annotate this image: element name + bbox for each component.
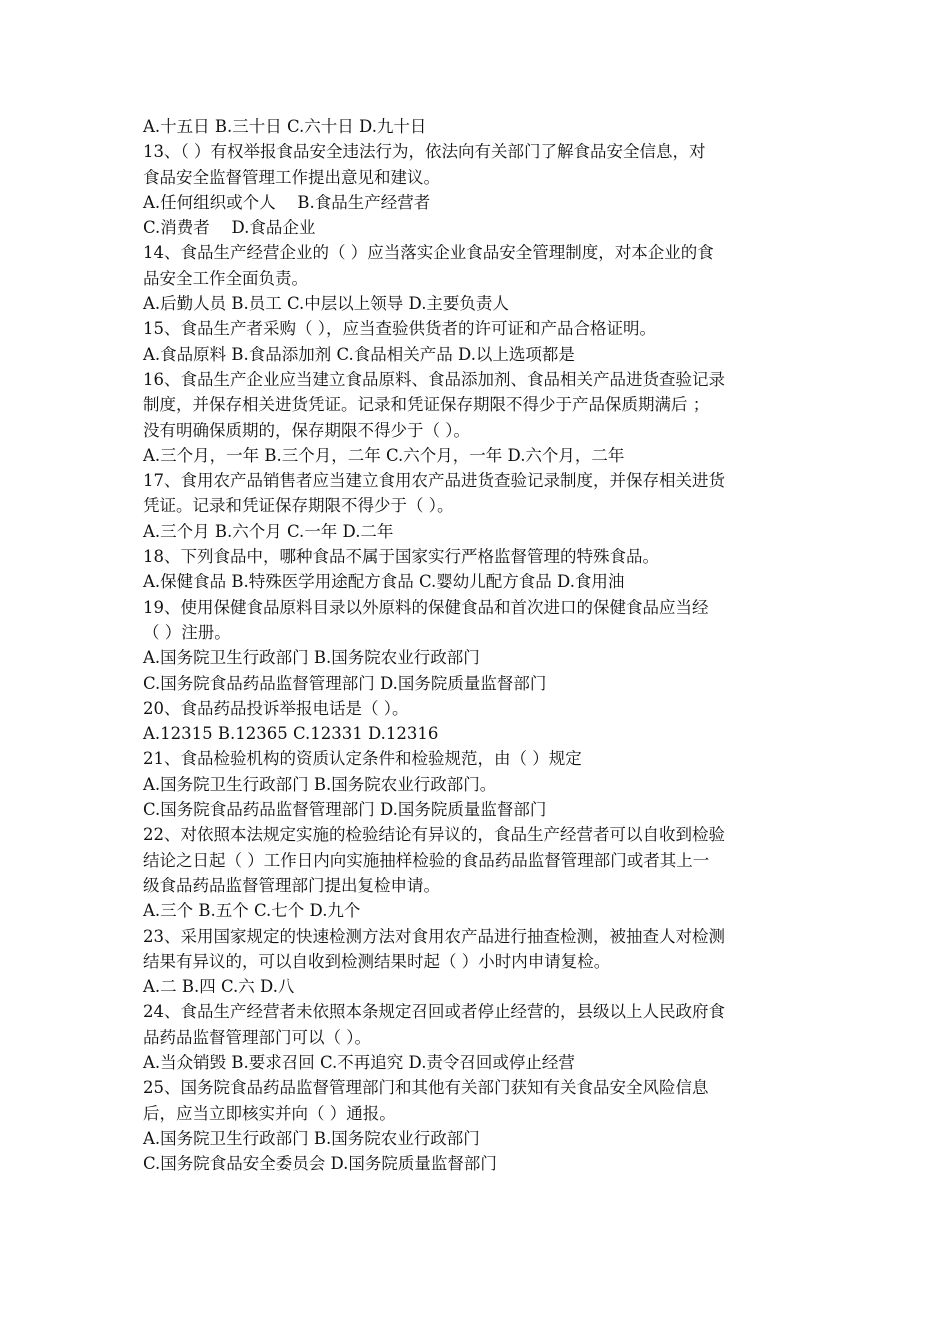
text-line: A.三个月，一年 B.三个月，二年 C.六个月，一年 D.六个月，二年 <box>143 445 625 465</box>
text-line: 品药品监督管理部门可以（ ）。 <box>143 1027 371 1047</box>
text-line: 品安全工作全面负责。 <box>143 268 308 288</box>
text-line: 17、食用农产品销售者应当建立食用农产品进货查验记录制度，并保存相关进货 <box>143 471 725 491</box>
text-line: A.保健食品 B.特殊医学用途配方食品 C.婴幼儿配方食品 D.食用油 <box>143 572 625 592</box>
text-line: 22、对依照本法规定实施的检验结论有异议的，食品生产经营者可以自收到检验 <box>143 825 725 845</box>
text-line: 后，应当立即核实并向（ ）通报。 <box>143 1103 396 1123</box>
document-body <box>143 114 811 1176</box>
text-line: A.任何组织或个人 B.食品生产经营者 <box>143 192 431 212</box>
text-line: 制度，并保存相关进货凭证。记录和凭证保存期限不得少于产品保质期满后 ； <box>143 395 710 415</box>
text-line: 20、食品药品投诉举报电话是（ ）。 <box>143 698 409 718</box>
text-line: 21、食品检验机构的资质认定条件和检验规范，由（ ）规定 <box>143 749 582 769</box>
text-line: C.国务院食品药品监督管理部门 D.国务院质量监督部门 <box>143 800 547 820</box>
text-line: 食品安全监督管理工作提出意见和建议。 <box>143 167 440 187</box>
text-line: A.食品原料 B.食品添加剂 C.食品相关产品 D.以上选项都是 <box>143 344 575 364</box>
text-line: 14、食品生产经营企业的（ ）应当落实企业食品安全管理制度，对本企业的食 <box>143 243 714 263</box>
text-line: A.国务院卫生行政部门 B.国务院农业行政部门 <box>143 1128 480 1148</box>
text-line: 级食品药品监督管理部门提出复检申请。 <box>143 875 440 895</box>
text-line: 25、国务院食品药品监督管理部门和其他有关部门获知有关食品安全风险信息 <box>143 1078 709 1098</box>
text-line: 没有明确保质期的，保存期限不得少于（ ）。 <box>143 420 470 440</box>
text-line: C.国务院食品药品监督管理部门 D.国务院质量监督部门 <box>143 673 547 693</box>
text-line: A.二 B.四 C.六 D.八 <box>143 977 295 997</box>
text-line: 15、食品生产者采购（ ），应当查验供货者的许可证和产品合格证明。 <box>143 319 656 339</box>
text-line: 19、使用保健食品原料目录以外原料的保健食品和首次进口的保健食品应当经 <box>143 597 709 617</box>
text-line: A.三个 B.五个 C.七个 D.九个 <box>143 901 361 921</box>
text-line: A.三个月 B.六个月 C.一年 D.二年 <box>143 521 394 541</box>
text-line: A.12315 B.12365 C.12331 D.12316 <box>143 724 439 744</box>
text-line: A.后勤人员 B.员工 C.中层以上领导 D.主要负责人 <box>143 294 509 314</box>
text-line: C.消费者 D.食品企业 <box>143 218 316 238</box>
text-line: C.国务院食品安全委员会 D.国务院质量监督部门 <box>143 1154 497 1174</box>
text-line: 结论之日起（ ）工作日内向实施抽样检验的食品药品监督管理部门或者其上一 <box>143 850 710 870</box>
text-line: 16、食品生产企业应当建立食品原料、食品添加剂、食品相关产品进货查验记录 <box>143 369 725 389</box>
text-line: 13、（ ）有权举报食品安全违法行为，依法向有关部门了解食品安全信息，对 <box>143 142 706 162</box>
text-line: （ ）注册。 <box>143 622 231 642</box>
text-line: A.十五日 B.三十日 C.六十日 D.九十日 <box>143 117 427 136</box>
text-line: 23、采用国家规定的快速检测方法对食用农产品进行抽查检测，被抽查人对检测 <box>143 926 725 946</box>
text-line: A.国务院卫生行政部门 B.国务院农业行政部门。 <box>143 774 497 794</box>
text-line: 凭证。记录和凭证保存期限不得少于（ ）。 <box>143 496 454 516</box>
text-line: A.国务院卫生行政部门 B.国务院农业行政部门 <box>143 648 480 668</box>
text-line: A.当众销毁 B.要求召回 C.不再追究 D.责令召回或停止经营 <box>143 1052 575 1072</box>
text-line: 24、食品生产经营者未依照本条规定召回或者停止经营的，县级以上人民政府食 <box>143 1002 725 1022</box>
text-line: 结果有异议的，可以自收到检测结果时起（ ）小时内申请复检。 <box>143 951 611 971</box>
text-line: 18、下列食品中，哪种食品不属于国家实行严格监督管理的特殊食品。 <box>143 547 659 567</box>
